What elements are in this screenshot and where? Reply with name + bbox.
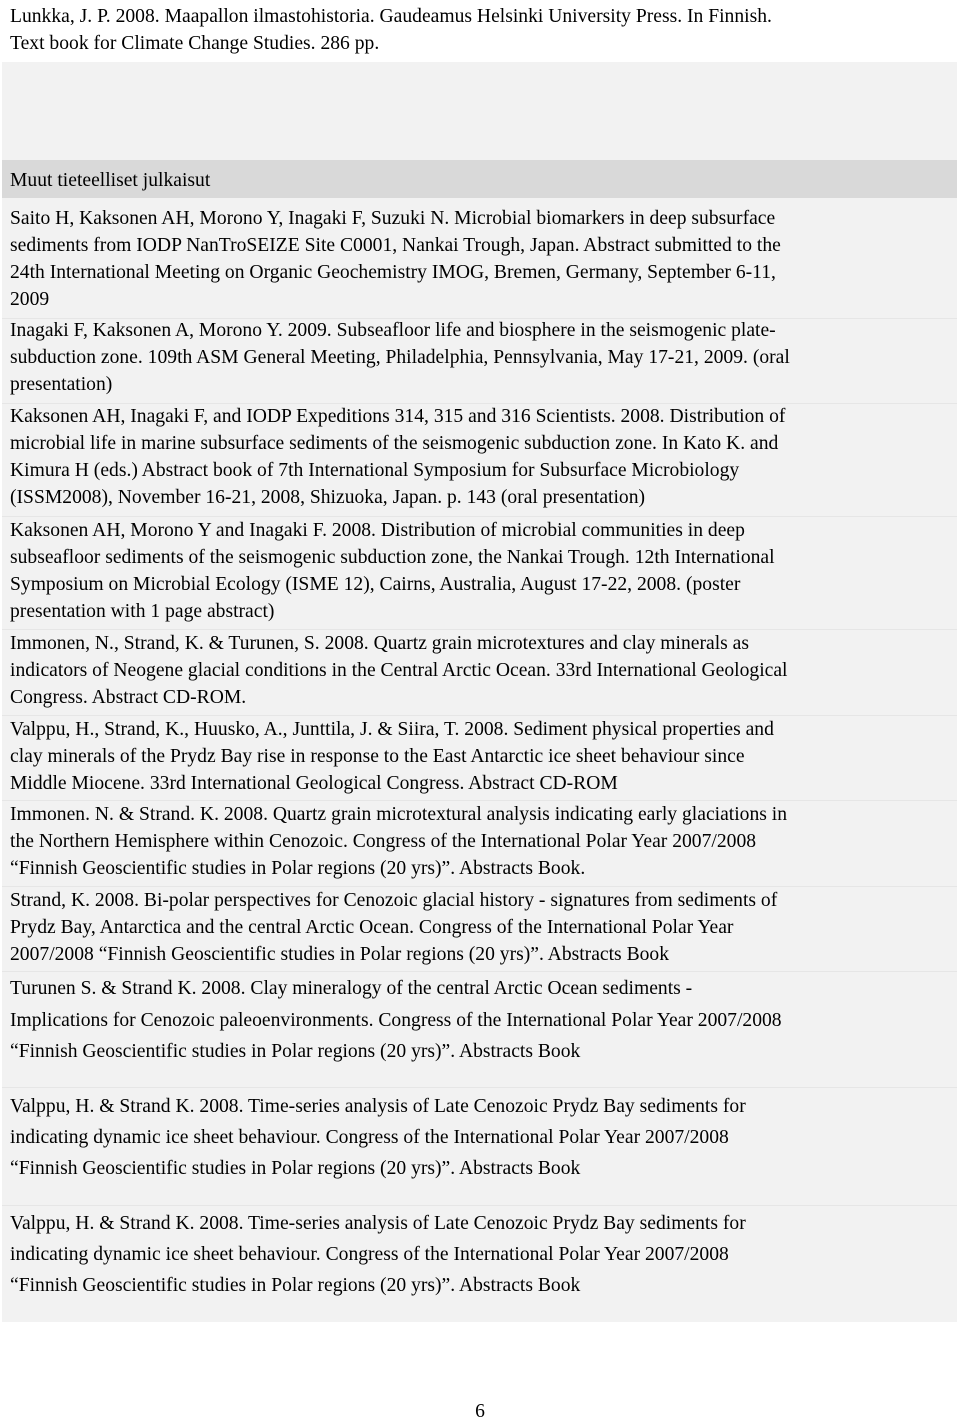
reference-line: “Finnish Geoscientific studies in Polar regions (20 yrs)”. Abstracts Book — [10, 1041, 581, 1062]
reference-line: Congress. Abstract CD-ROM. — [10, 687, 247, 708]
reference-line: Middle Miocene. 33rd International Geological Congress. Abstract CD-ROM — [10, 773, 618, 794]
reference-line: (ISSM2008), November 16-21, 2008, Shizuoka, Japan. p. 143 (oral presentation) — [10, 487, 646, 508]
reference-line: Text book for Climate Change Studies. 286 pp. — [10, 33, 380, 54]
reference-line: 24th International Meeting on Organic Geochemistry IMOG, Bremen, Germany, September 6-11, — [10, 262, 776, 283]
reference-line: presentation with 1 page abstract) — [10, 601, 275, 622]
reference-line: Saito H, Kaksonen AH, Morono Y, Inagaki F, Suzuki N. Microbial biomarkers in deep subsurface — [10, 208, 776, 229]
reference-line: 2007/2008 “Finnish Geoscientific studies in Polar regions (20 yrs)”. Abstracts Book — [10, 944, 670, 965]
reference-line: 2009 — [10, 289, 50, 310]
reference-line: Turunen S. & Strand K. 2008. Clay mineralogy of the central Arctic Ocean sediments - — [10, 978, 693, 999]
reference-line: Immonen, N., Strand, K. & Turunen, S. 2008. Quartz grain microtextures and clay minerals as — [10, 633, 749, 654]
reference-line: Valppu, H., Strand, K., Huusko, A., Junttila, J. & Siira, T. 2008. Sediment physical properties and — [10, 719, 774, 740]
reference-line: presentation) — [10, 374, 113, 395]
reference-line: Inagaki F, Kaksonen A, Morono Y. 2009. Subseafloor life and biosphere in the seismogenic plate- — [10, 320, 776, 341]
reference-line: Valppu, H. & Strand K. 2008. Time-series analysis of Late Cenozoic Prydz Bay sediments for — [10, 1213, 746, 1234]
reference-line: Lunkka, J. P. 2008. Maapallon ilmastohistoria. Gaudeamus Helsinki University Press. In Finnish. — [10, 6, 772, 27]
reference-line: Kimura H (eds.) Abstract book of 7th International Symposium for Subsurface Microbiology — [10, 460, 740, 481]
reference-entry — [10, 630, 950, 711]
reference-entry — [10, 317, 950, 398]
reference-line: Immonen. N. & Strand. K. 2008. Quartz grain microtextural analysis indicating early glaciations in — [10, 804, 788, 825]
reference-line: Kaksonen AH, Inagaki F, and IODP Expeditions 314, 315 and 316 Scientists. 2008. Distribution of — [10, 406, 786, 427]
page-number: 6 — [475, 1401, 485, 1422]
reference-line: Valppu, H. & Strand K. 2008. Time-series analysis of Late Cenozoic Prydz Bay sediments for — [10, 1096, 746, 1117]
reference-line: the Northern Hemisphere within Cenozoic. Congress of the International Polar Year 2007/2008 — [10, 831, 757, 852]
reference-line: Strand, K. 2008. Bi-polar perspectives for Cenozoic glacial history - signatures from sediments of — [10, 890, 778, 911]
reference-line: clay minerals of the Prydz Bay rise in response to the East Antarctic ice sheet behaviour since — [10, 746, 745, 767]
reference-entry — [10, 1091, 950, 1184]
reference-entry — [10, 716, 950, 797]
reference-line: sediments from IODP NanTroSEIZE Site C0001, Nankai Trough, Japan. Abstract submitted to the — [10, 235, 781, 256]
entry-separator — [2, 1087, 957, 1088]
reference-line: subduction zone. 109th ASM General Meeting, Philadelphia, Pennsylvania, May 17-21, 2009. (oral — [10, 347, 790, 368]
entry-separator — [2, 1205, 957, 1206]
reference-line: microbial life in marine subsurface sediments of the seismogenic subduction zone. In Kato K. and — [10, 433, 779, 454]
reference-line: Implications for Cenozoic paleoenvironments. Congress of the International Polar Year 2007/2008 — [10, 1009, 782, 1031]
reference-entry-top — [10, 3, 950, 57]
empty-row — [2, 62, 957, 160]
reference-entry — [10, 403, 950, 511]
reference-line: indicators of Neogene glacial conditions in the Central Arctic Ocean. 33rd International Geological — [10, 660, 788, 681]
reference-line: Prydz Bay, Antarctica and the central Arctic Ocean. Congress of the International Polar Year — [10, 917, 734, 938]
reference-entry — [10, 517, 950, 625]
reference-line: indicating dynamic ice sheet behaviour. Congress of the International Polar Year 2007/2008 — [10, 1244, 729, 1265]
reference-entry — [10, 1208, 950, 1301]
reference-entry — [10, 973, 950, 1068]
reference-line: “Finnish Geoscientific studies in Polar regions (20 yrs)”. Abstracts Book — [10, 1158, 581, 1179]
reference-line: Kaksonen AH, Morono Y and Inagaki F. 2008. Distribution of microbial communities in deep — [10, 520, 745, 541]
reference-entry — [10, 205, 950, 313]
reference-entry — [10, 801, 950, 882]
reference-line: indicating dynamic ice sheet behaviour. Congress of the International Polar Year 2007/2008 — [10, 1127, 729, 1148]
reference-line: “Finnish Geoscientific studies in Polar regions (20 yrs)”. Abstracts Book. — [10, 858, 586, 879]
reference-line: subseafloor sediments of the seismogenic subduction zone, the Nankai Trough. 12th International — [10, 547, 775, 568]
reference-entry — [10, 887, 950, 968]
entry-separator — [2, 971, 957, 972]
reference-line: “Finnish Geoscientific studies in Polar regions (20 yrs)”. Abstracts Book — [10, 1275, 581, 1296]
reference-line: Symposium on Microbial Ecology (ISME 12), Cairns, Australia, August 17-22, 2008. (poster — [10, 574, 741, 595]
section-heading: Muut tieteelliset julkaisut — [10, 170, 211, 191]
